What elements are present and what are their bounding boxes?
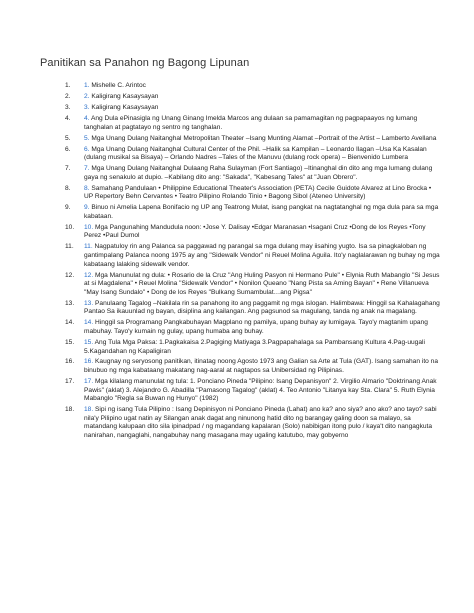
- list-item: [40, 243, 440, 269]
- item-text: Samahang Pandulaan • Philippine Educational Theater's Association (PETA) Cecile Guidote Alvarez at Lino Brocka • UP Repertory Behn Cervantes • Teatro Pilipino Rolando Tinio • Bagong Sibol (Ateneo University): [84, 184, 432, 201]
- item-link-number[interactable]: 7.: [84, 165, 90, 173]
- item-text: Kaligirang Kasaysayan: [89, 103, 159, 111]
- slide-list: [40, 82, 440, 441]
- item-link-number[interactable]: 2.: [84, 92, 90, 100]
- item-link-number[interactable]: 16.: [84, 358, 94, 366]
- item-link-number[interactable]: 14.: [84, 319, 94, 327]
- list-item: [40, 135, 440, 144]
- item-link-number[interactable]: 6.: [84, 145, 90, 153]
- item-link-number[interactable]: 11.: [84, 243, 93, 251]
- item-link-number[interactable]: 3.: [84, 103, 90, 111]
- list-item: [40, 224, 440, 241]
- item-link-number[interactable]: 10.: [84, 223, 94, 231]
- item-text: Hinggil sa Programang Pangkabuhayan Magplano ng pamilya, upang buhay ay lumigaya. Tayo'y magtanim upang mabuhay. Tayo'y kumain ng gulay, upang humaba ang buhay.: [84, 319, 428, 335]
- item-text: Ang Tula Mga Paksa: 1.Pagkakaisa 2.Pagiging Matiyaga 3.Pagpapahalaga sa Pambansang Kultura 4.Pag-uugali 5.Kagandahan ng Kapaligiran: [84, 338, 425, 355]
- list-item: [40, 300, 440, 317]
- item-number: 14.: [65, 319, 75, 327]
- item-number: 17.: [65, 378, 75, 386]
- list-item: [40, 115, 440, 132]
- item-number: 1.: [65, 82, 71, 89]
- item-number: 9.: [65, 204, 71, 212]
- list-item: [40, 104, 440, 113]
- item-link-number[interactable]: 12.: [84, 271, 94, 279]
- item-link-number[interactable]: 1.: [84, 82, 90, 89]
- item-text: Sipi ng isang Tula Pilipino : Isang Depinisyon ni Ponciano Pineda (Lahat) ano ka? ano siya? ano ako? ano tayo? sabi nila'y Pilipino ugat natin ay Silangan anak dagat ang ninunong hatid dito ng barangay galing doon sa malayo, sa matandang kalupaan dito sila ipinadpad / ng magandang kapalaran (Solo) nabibigan itong pulo / kaya't dito nangagkuta nanirahan, nangaglahi, nangabuhay nang masagana may ugaling katutubo, may gobyerno: [84, 406, 437, 440]
- item-number: 16.: [65, 358, 75, 366]
- item-text: Mga Manunulat ng dula: • Rosario de la Cruz "Ang Huling Pasyon ni Hermano Pule" • Elynia Ruth Mabanglo "Si Jesus at si Magdalena" • Reuel Molina "Sidewalk Vendor" • Nonilon Queano "Nang Pista sa Aming Bayan" • Rene Villanueva "May Isang Sundalo" • Dong de los Reyes "Bulkang Sumambulat…ang Pigsa": [84, 271, 440, 296]
- item-number: 18.: [65, 406, 75, 414]
- item-number: 8.: [65, 184, 71, 192]
- item-number: 2.: [65, 92, 71, 100]
- list-item: [40, 82, 440, 91]
- item-text: Nagpatuloy rin ang Palanca sa paggawad ng parangal sa mga dulang may iisahing yugto. Isa sa pinagkaloban ng gantimpalang Palanca noong 1975 ay ang "Sidewalk Vendor" ni Reuel Molina Aguila. Ito'y naglalarawan ng buhay ng mga kabataang lalaking sidewalk vendor.: [84, 243, 440, 268]
- item-text: Mga Unang Dulang Naitanghal Dulaang Raha Sulayman (Fort Santiago) –Itinanghal din dito ang mga lumang dulang gaya ng senakulo at dupio. –Kabilang dito ang: "Sakada", "Kabesang Tales" at "Juan Obrero".: [84, 165, 433, 181]
- item-number: 5.: [65, 134, 71, 142]
- page-title: Panitikan sa Panahon ng Bagong Lipunan: [40, 57, 250, 69]
- list-item: [40, 378, 440, 404]
- item-number: 12.: [65, 271, 75, 279]
- item-text: Mga Unang Dulang Naitanghal Metropolitan Theater –Isang Munting Alamat –Portrait of the Artist – Lamberto Avellana: [89, 134, 437, 142]
- list-item: [40, 319, 440, 336]
- list-item: [40, 146, 440, 163]
- item-text: Ang Dula ePinasigla ng Unang Ginang Imelda Marcos ang dulaan sa pamamagitan ng pagpapaayos ng lumang tanghalan at pagtatayo ng sentro ng tanghalan.: [84, 114, 418, 131]
- list-item: [40, 406, 440, 440]
- item-number: 15.: [65, 338, 75, 346]
- item-link-number[interactable]: 8.: [84, 184, 90, 192]
- list-item: [40, 204, 440, 221]
- list-item: [40, 272, 440, 298]
- list-item: [40, 185, 440, 202]
- item-text: Mga Pangunahing Mandudula noon: •Jose Y. Dalisay •Edgar Maranasan •Isagani Cruz •Dong de los Reyes •Tony Perez •Paul Dumol: [84, 223, 426, 240]
- list-item: [40, 93, 440, 102]
- item-number: 10.: [65, 223, 75, 231]
- item-link-number[interactable]: 9.: [84, 204, 90, 212]
- item-number: 3.: [65, 103, 71, 111]
- item-number: 7.: [65, 165, 71, 173]
- item-link-number[interactable]: 18.: [84, 406, 94, 414]
- item-link-number[interactable]: 15.: [84, 338, 94, 346]
- item-number: 13.: [65, 299, 75, 307]
- item-text: Mishelle C. Arintoc: [89, 82, 146, 89]
- item-text: Mga kilalang manunulat ng tula: 1. Ponciano Pineda "Pilipino: Isang Depanisyon" 2. Virgilio Almario "Doktrinang Anak Pawis" (aklat) 3. Alejandro G. Abadilla "Pamasong Tagalog" (aklat) 4. Teo Antonio "Litanya kay Sta. Clara" 5. Ruth Elynia Mabanglo "Regla sa Buwan ng Hunyo" (1982): [84, 378, 437, 403]
- item-number: 4.: [65, 114, 71, 122]
- item-link-number[interactable]: 13.: [84, 299, 94, 307]
- item-text: Binuo ni Amelia Lapena Bonifacio ng UP ang Teatrong Mulat, isang pangkat na nagtatanghal ng mga dula para sa mga kabataan.: [84, 204, 439, 220]
- list-item: [40, 165, 440, 182]
- item-text: Kaligirang Kasaysayan: [89, 92, 159, 100]
- list-item: [40, 358, 440, 375]
- item-text: Kaugnay ng seryosong panitikan, itinatag noong Agosto 1973 ang Galian sa Arte at Tula (GAT). Isang samahan ito na binubuo ng mga kabataang makatang nag-aaral at nagtapos sa Unibersidad ng Pilipinas.: [84, 358, 438, 375]
- item-number: 11.: [65, 243, 74, 251]
- item-number: 6.: [65, 145, 71, 153]
- item-text: Mga Unang Dulang Naitanghal Cultural Center of the Phil. –Halik sa Kampilan – Leonardo Ilagan –Usa Ka Kasalan (dulang musikal sa Bisaya) – Orlando Nadres –Tales of the Manuvu (dulang rock opera) – Bienvenido Lumbera: [84, 145, 427, 162]
- list-item: [40, 339, 440, 356]
- item-link-number[interactable]: 17.: [84, 378, 94, 386]
- item-link-number[interactable]: 5.: [84, 134, 90, 142]
- item-text: Panulaang Tagalog –Nakilala rin sa panahong ito ang paggamit ng mga islogan. Halimbawa: Hinggil sa Kahalagahang Pantao Sa ikauunlad ng bayan, disiplina ang kailangan. Ang pagsunod sa magulang, tanda ng anak na magalang.: [84, 299, 440, 316]
- item-link-number[interactable]: 4.: [84, 114, 90, 122]
